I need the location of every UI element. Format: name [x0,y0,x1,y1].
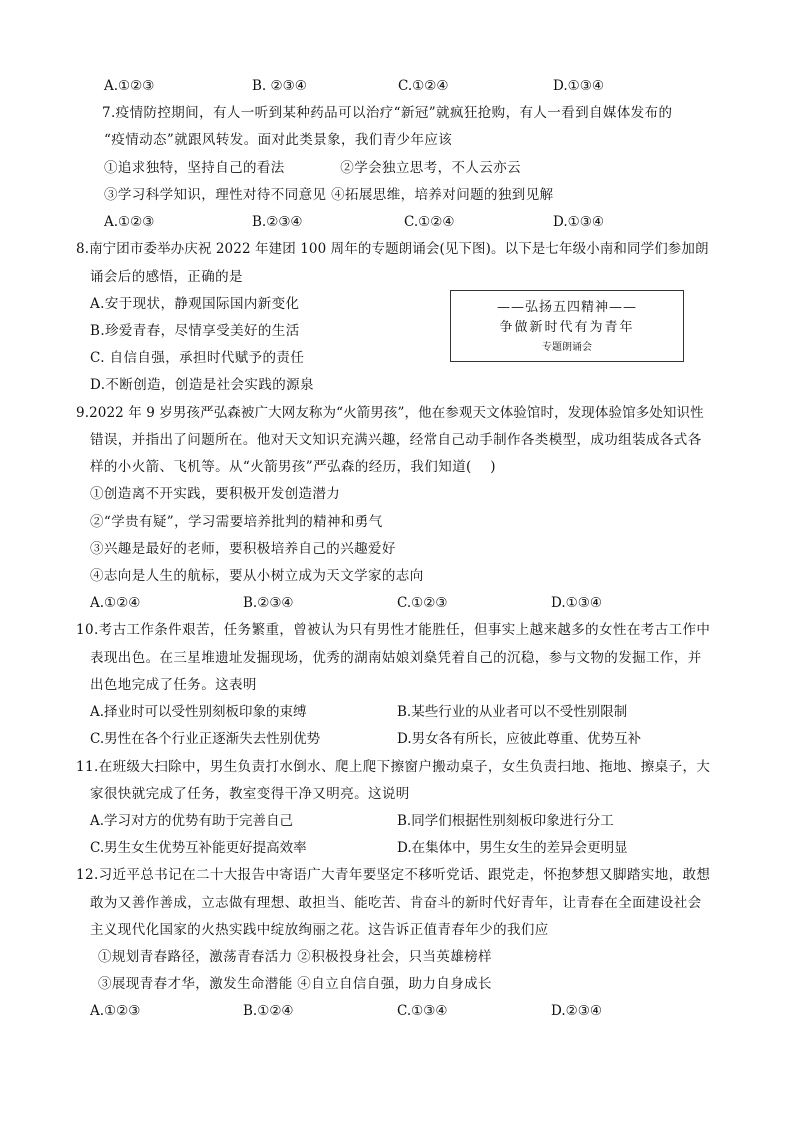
q7-option-c: C.①②④ [404,214,455,230]
q8-stem-line-2: 诵会后的感悟，正确的是 [90,269,243,285]
q9-stem-line-3: 样的小火箭、飞机等。从“火箭男孩”严弘森的经历，我们知道( ) [90,459,496,475]
q7-stem-line-1: 7.疫情防控期间，有人一听到某种药品可以治疗“新冠”就疯狂抢购，有人一看到自媒体发布的 [102,105,673,121]
q11-option-a: A.学习对方的优势有助于完善自己 [90,813,294,829]
poster-caption: 专题朗诵会 [542,342,592,353]
q12-option-b: B.①②④ [243,1003,294,1019]
q10-stem-line-3: 出色地完成了任务。这表明 [90,677,257,693]
q10-option-b: B.某些行业的从业者可以不受性别限制 [397,704,628,720]
q12-stem-line-1: 12.习近平总书记在二十大报告中寄语广大青年要坚定不移听党话、跟党走，怀抱梦想又脚踏实地，敢想 [76,867,711,883]
q7-option-b: B.②③④ [252,214,303,230]
q7-option-a: A.①②③ [104,214,155,230]
q8-option-c: C. 自信自强，承担时代赋予的责任 [90,350,305,366]
q8-stem-line-1: 8.南宁团市委举办庆祝 2022 年建团 100 周年的专题朗诵会(见下图)。以下是七年级小南和同学们参加朗 [76,241,709,257]
q9-option-c: C.①②③ [397,595,448,611]
q7-option-d: D.①③④ [553,214,604,230]
q9-option-a: A.①②④ [90,595,141,611]
q10-stem-line-2: 表现出色。在三星堆遗址发掘现场，优秀的湖南姑娘刘燊凭着自己的沉稳，参与文物的发掘工作，并 [90,650,702,666]
q12-option-d: D.②③④ [551,1003,602,1019]
q6-option-c: C.①②④ [398,78,449,94]
q12-option-a: A.①②③ [90,1003,141,1019]
q12-item-line-1: ①规划青春路径，激荡青春活力 ②积极投身社会，只当英雄榜样 [98,949,492,965]
q10-option-a: A.择业时可以受性别刻板印象的束缚 [90,704,307,720]
q11-option-d: D.在集体中，男生女生的差异会更明显 [397,840,628,856]
q10-stem-line-1: 10.考古工作条件艰苦，任务繁重，曾被认为只有男性才能胜任，但事实上越来越多的女性在考古工作中 [76,622,711,638]
q9-option-d: D.①③④ [551,595,602,611]
q10-option-d: D.男女各有所长，应彼此尊重、优势互补 [397,731,642,747]
q8-option-b: B.珍爱青春，尽情享受美好的生活 [90,323,300,339]
q9-stem-line-1: 9.2022 年 9 岁男孩严弘森被广大网友称为“火箭男孩”，他在参观天文体验馆时，发现体验馆多处知识性 [76,405,704,421]
q11-stem-line-1: 11.在班级大扫除中，男生负责打水倒水、爬上爬下擦窗户搬动桌子，女生负责扫地、拖地、擦桌子，大 [76,759,711,775]
q8-option-d: D.不断创造，创造是社会实践的源泉 [90,377,314,393]
q11-option-b: B.同学们根据性别刻板印象进行分工 [397,813,614,829]
q12-stem-line-2: 敢为又善作善成，立志做有理想、敢担当、能吃苦、肯奋斗的新时代好青年，让青春在全面建设社会 [90,895,702,911]
q9-item-3: ③兴趣是最好的老师，要积极培养自己的兴趣爱好 [90,541,396,557]
q11-option-c: C.男生女生优势互补能更好提高效率 [90,840,307,856]
poster-slogan: ——弘扬五四精神—— [496,300,637,315]
q12-stem-line-3: 主义现代化国家的火热实践中绽放绚丽之花。这告诉正值青春年少的我们应 [90,922,549,938]
recitation-poster-figure [450,290,684,362]
q9-option-b: B.②③④ [243,595,294,611]
q6-option-b: B. ②③④ [252,78,307,94]
q8-option-a: A.安于现状，静观国际国内新变化 [90,296,300,312]
q6-option-d: D.①③④ [553,78,604,94]
q12-item-line-2: ③展现青春才华，激发生命潜能 ④自立自信自强，助力自身成长 [98,976,492,992]
q10-option-c: C.男性在各个行业正逐渐失去性别优势 [90,731,321,747]
q9-item-2: ②“学贵有疑”，学习需要培养批判的精神和勇气 [90,514,383,530]
q7-item-line-1: ①追求独特，坚持自己的看法 ②学会独立思考，不人云亦云 [104,160,521,176]
q7-item-line-2: ③学习科学知识，理性对待不同意见 ④拓展思维，培养对问题的独到见解 [104,187,554,203]
q12-option-c: C.①③④ [397,1003,448,1019]
q9-stem-line-2: 错误，并指出了问题所在。他对天文知识充满兴趣，经常自己动手制作各类模型，成功组装成各式各 [90,432,702,448]
poster-theme: 争做新时代有为青年 [499,320,635,335]
q6-option-a: A.①②③ [104,78,155,94]
q9-item-1: ①创造离不开实践，要积极开发创造潜力 [90,486,341,502]
q9-item-4: ④志向是人生的航标，要从小树立成为天文学家的志向 [90,568,424,584]
q11-stem-line-2: 家很快就完成了任务，教室变得干净又明亮。这说明 [90,786,410,802]
q7-stem-line-2: “疫情动态”就跟风转发。面对此类景象，我们青少年应该 [104,132,453,148]
